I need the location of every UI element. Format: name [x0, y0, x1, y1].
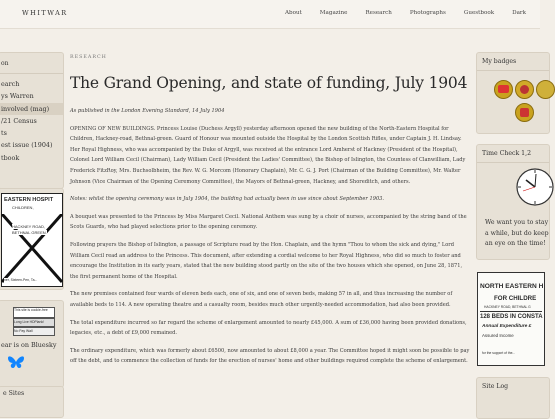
hdplank-badge[interactable] — [13, 318, 55, 327]
time-check-text: We want you to stay a while, but do keep an eye on the time! — [485, 219, 549, 247]
hospital-ad-line4: BETHNAL GREEN. — [12, 230, 47, 235]
left-menu-item-involved[interactable]: involved (mag) — [0, 103, 63, 115]
left-footer-header: e Sites — [3, 390, 25, 397]
main-nav — [267, 10, 526, 16]
paragraph-3: Following prayers the Bishop of Islington, a passage of Scripture read by the Hon. Chaplain, and the hymn "Thou to whom the sick and dying," Lord William Cecil read an address to the Princess. This document, after extending a cordial welcome to her Royal Highness, who did so much to foster and encourage the Institution in its early years, stated that the new building stood partly on the site of the two houses which she opened, on June 28, 1871, the first permanent home of the Hospital. — [70, 241, 463, 280]
clipping-line5: Annual Expenditure £ — [482, 324, 532, 329]
no-paywall-badge[interactable] — [13, 327, 55, 336]
clipping-line4: 128 BEDS IN CONSTA — [480, 314, 543, 320]
left-menu — [0, 52, 64, 189]
clipping-line2: FOR CHILDRE — [494, 295, 537, 302]
clipping-line3: HACKNEY ROAD, BETHNAL G — [484, 305, 531, 309]
clipping-line6: Assured Income — [482, 333, 514, 338]
source-note: As published in the London Evening Standard, 14 July 1904 — [70, 108, 225, 114]
left-menu-item-census[interactable]: /21 Census — [1, 116, 37, 125]
badge-3-icon[interactable] — [536, 80, 555, 99]
paragraph-2: A bouquet was presented to the Princess by Miss Margaret Cecil. National Anthem was sung by a choir of nurses, accompanied by the string band of the Scots Guards, who had played selections prior to the opening ceremony. — [70, 213, 467, 231]
hospital-ad-line3: HACKNEY ROAD, — [12, 224, 46, 229]
main-content — [70, 55, 470, 367]
editor-note: Notes: whilst the opening ceremony was in July 1904, the building had actually been in use since about September 1903. — [70, 196, 385, 203]
paragraph-4: The new premises contained four wards of eleven beds each, one of six, and one of seven beds, making 57 in all, and thus increasing the number of available beds to 114. A new operating theatre and a casualty room, besides much other urgently-needed accommodation, had also been provided. — [70, 291, 453, 308]
cookie-free-text: This site is cookie-free — [14, 308, 48, 312]
badge-4-icon[interactable] — [515, 103, 534, 122]
left-badges-panel — [0, 300, 64, 388]
hospital-ad-line2: CHILDREN, — [12, 205, 34, 210]
nav-research[interactable]: Research — [365, 10, 392, 16]
badges-header: My badges — [482, 58, 517, 65]
clock-icon — [515, 167, 555, 207]
site-brand[interactable]: WHITWAR — [22, 9, 68, 17]
left-menu-item-latest-issue[interactable]: est issue (1904) — [1, 141, 53, 150]
butterfly-icon[interactable] — [7, 355, 25, 371]
bluesky-text[interactable]: ear is on Bluesky — [1, 341, 57, 349]
paragraph-5: The total expenditure incurred so far regard the scheme of enlargement amounted to nearly £45,000. A sum of £36,000 having been provided donations, legacies, etc., a debt of £9,000 remained. — [70, 319, 467, 337]
left-menu-item-ts[interactable]: ts — [1, 129, 7, 138]
paragraph-1: OPENING OF NEW BUILDINGS. Princess Louise (Duchess Argyll) yesterday afternoon opened the new building of the North-Eastern Hospital for Children, Hackney-road, Bethnal-green. Guard of Honour was mounted outside the Hospital by the London Scottish Rifles, under Captain J. H. Lindsay. Her Royal Highness, who was accompanied by the Duke of Argyll, was received at the entrance Lord Amherst of Hackney (President of the Hospital), Colonel Lord William Cecil (Chairman), Lady William Cecil (President the Ladies' Committee), the Bishop of Islington, the Countess of Clanwilliam, Lady Frederick FitzRoy, Mrs. Buchsolbheim, the Rev. W. G. Morcom (Honorary Chaplain), Mr. C. G. J. Port (Chairman of the Building Committee), Mr. Walter Johnson (Vice Chairman of the Opening Ceremony Committee), the Mayors of Bethnal-green, Hackney, and Shoreditch, and others. — [70, 125, 466, 185]
hdplank-text: Long Live HDPlank! — [14, 320, 44, 324]
hospital-ad-foot: ner, Sixteen-Pen, Ta... — [4, 278, 38, 282]
badge-2-icon[interactable] — [515, 80, 534, 99]
left-footer-panel — [0, 386, 64, 418]
left-ad-panel — [0, 188, 64, 290]
badge-1-icon[interactable] — [494, 80, 513, 99]
breadcrumb[interactable]: RESEARCH — [70, 55, 107, 60]
hospital-ad[interactable] — [1, 193, 63, 287]
left-menu-header: on — [1, 60, 9, 67]
nav-dark-toggle[interactable]: Dark — [512, 10, 526, 16]
paragraph-6: The ordinary expenditure, which was formerly about £6500, now amounted to about £8,000 a year. The Committee hoped it might soon be possible to pay off the debt, and to commence the collection of funds for the erection of nurses' home and other buildings required complete the scheme of enlargement. — [70, 347, 470, 365]
site-log-panel — [476, 377, 550, 419]
nav-guestbook[interactable]: Guestbook — [463, 10, 495, 16]
hospital-newspaper-clipping[interactable] — [477, 272, 545, 366]
nav-about[interactable]: About — [284, 10, 302, 16]
cookie-free-badge[interactable] — [13, 307, 55, 318]
nav-photographs[interactable]: Photographs — [409, 10, 446, 16]
clipping-line7: for the support of the... — [482, 351, 516, 355]
left-menu-item-warren[interactable]: ys Warren — [1, 92, 34, 101]
time-check-panel — [476, 144, 550, 260]
nav-magazine[interactable]: Magazine — [319, 10, 348, 16]
no-paywall-text: No Pay Wall — [14, 329, 33, 333]
top-navbar — [0, 0, 540, 29]
time-check-header: Time Check 1,2 — [482, 150, 532, 157]
page-title: The Grand Opening, and state of funding, July 1904 — [70, 74, 468, 92]
site-log-header: Site Log — [482, 383, 509, 390]
badges-panel — [476, 52, 550, 134]
hospital-ad-line1: EASTERN HOSPIT — [4, 197, 54, 203]
clipping-line1: NORTH EASTERN H — [480, 283, 544, 290]
left-menu-item-search[interactable]: earch — [1, 80, 20, 88]
left-menu-item-guestbook[interactable]: tbook — [1, 153, 20, 162]
